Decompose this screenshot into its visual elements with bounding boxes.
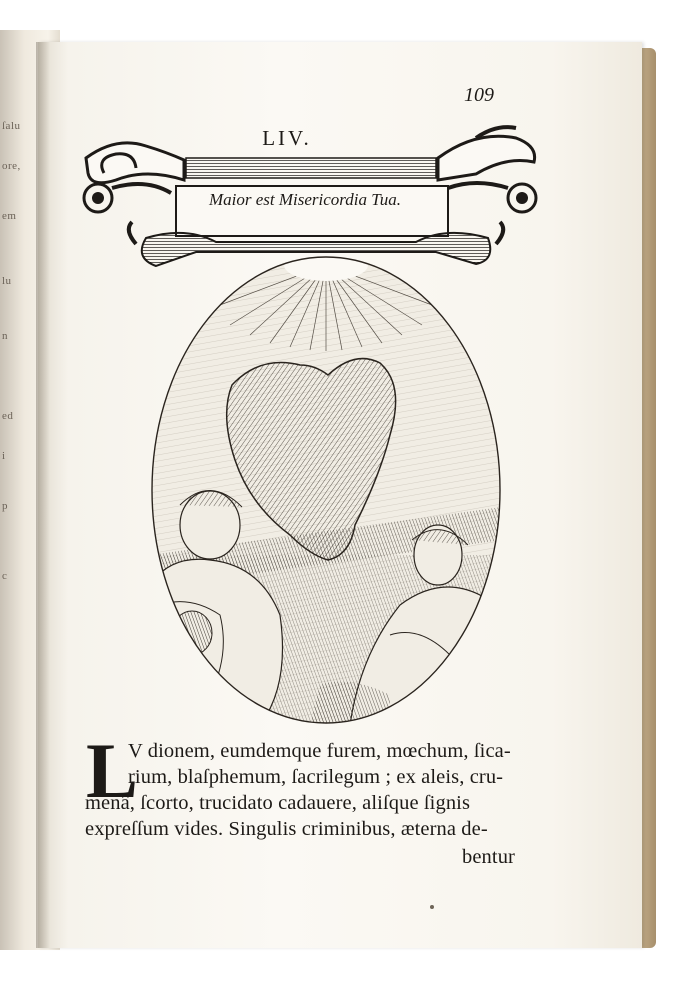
gutter-shadow (36, 42, 50, 948)
emblem-motto: Maior est Misericordia Tua. (208, 190, 402, 209)
text-line-3: menâ, ſcorto, trucidato cadauere, aliſque ſignis (85, 792, 471, 814)
emblem-number: LIV. (262, 126, 312, 150)
text-line-1: V dionem, eumdemque furem, mœchum, ſica- (128, 740, 511, 762)
text-line-2: rium, blaſphemum, ſacrilegum ; ex aleis, cru- (128, 766, 504, 788)
text-line-5: bentur (462, 846, 515, 868)
heart-emblem-engraving (150, 255, 502, 725)
left-page-edge: ſalu ore, em lu n ed i p c (0, 30, 60, 950)
text-line-4: expreſſum vides. Singulis criminibus, æterna de- (85, 818, 488, 840)
page-mark (430, 905, 434, 909)
page-number: 109 (464, 84, 494, 106)
drop-cap: L (86, 727, 139, 814)
